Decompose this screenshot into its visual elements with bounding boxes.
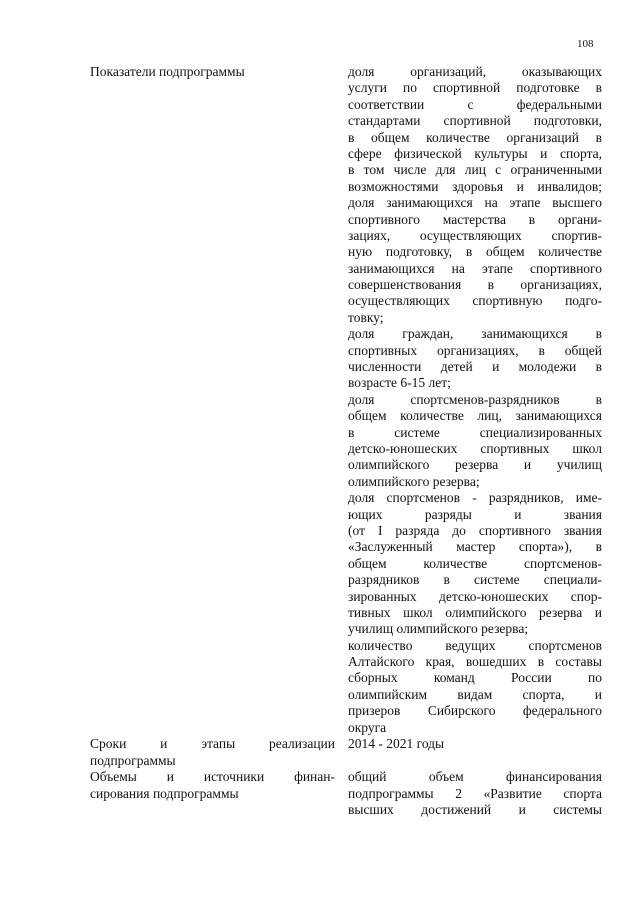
value-line: общем количестве спортсменов-	[348, 555, 602, 571]
value-line: 2014 - 2021 годы	[348, 736, 445, 752]
value-line: товку;	[348, 309, 384, 325]
label-cell	[90, 64, 335, 80]
value-line: совершенствования в организациях,	[348, 277, 602, 293]
value-line: возрасте 6-15 лет;	[348, 375, 451, 391]
value-cell	[348, 64, 602, 736]
label-cell	[90, 769, 335, 802]
label-cell	[90, 736, 335, 769]
value-line: округа	[348, 719, 387, 735]
value-line: сборных команд России по	[348, 670, 602, 686]
value-line: детско-юношеских спортивных школ	[348, 440, 602, 456]
value-line: занимающихся на этапе спортивного	[348, 260, 602, 276]
value-line: олимпийского резерва;	[348, 473, 480, 489]
value-line: призеров Сибирского федерального	[348, 703, 602, 719]
value-line: стандартами спортивной подготовки,	[348, 113, 602, 129]
value-line: в системе специализированных	[348, 424, 602, 440]
value-line: подпрограммы 2 «Развитие спорта	[348, 785, 602, 801]
value-line: доля занимающихся на этапе высшего	[348, 195, 602, 211]
value-line: доля спортсменов - разрядников, име-	[348, 490, 602, 506]
value-line: в том числе для лиц с ограниченными	[348, 162, 602, 178]
value-line: соответствии с федеральными	[348, 96, 602, 112]
label-line: сирования подпрограммы	[90, 785, 239, 801]
value-line: общий объем финансирования	[348, 769, 602, 785]
value-line: ющих разряды и звания	[348, 506, 602, 522]
value-line: высших достижений и системы	[348, 801, 602, 817]
value-line: «Заслуженный мастер спорта»), в	[348, 539, 602, 555]
value-line: спортивного мастерства в органи-	[348, 211, 602, 227]
value-cell	[348, 769, 602, 818]
value-line: олимпийского резерва и училищ	[348, 457, 602, 473]
value-line: возможностями здоровья и инвалидов;	[348, 178, 602, 194]
value-line: спортивных организациях, в общей	[348, 342, 602, 358]
value-line: олимпийским видам спорта, и	[348, 686, 602, 702]
value-line: сфере физической культуры и спорта,	[348, 145, 602, 161]
value-line: численности детей и молодежи в	[348, 359, 602, 375]
value-line: ную подготовку, в общем количестве	[348, 244, 602, 260]
label-line: Сроки и этапы реализации	[90, 736, 335, 752]
value-line: тивных школ олимпийского резерва и	[348, 604, 602, 620]
value-line: разрядников в системе специали-	[348, 572, 602, 588]
value-line: количество ведущих спортсменов	[348, 637, 602, 653]
value-line: услуги по спортивной подготовке в	[348, 80, 602, 96]
value-line: в общем количестве организаций в	[348, 129, 602, 145]
label-line: Показатели подпрограммы	[90, 64, 245, 79]
value-line: зированных детско-юношеских спор-	[348, 588, 602, 604]
value-line: доля организаций, оказывающих	[348, 64, 602, 79]
subprogram-passport-table	[0, 64, 640, 818]
value-line: училищ олимпийского резерва;	[348, 621, 529, 637]
value-line: общем количестве лиц, занимающихся	[348, 408, 602, 424]
value-line: Алтайского края, вошедших в составы	[348, 654, 602, 670]
value-line: доля граждан, занимающихся в	[348, 326, 602, 342]
value-line: зациях, осуществляющих спортив-	[348, 227, 602, 243]
label-line: подпрограммы	[90, 752, 176, 768]
page-number: 108	[577, 38, 594, 50]
value-line: доля спортсменов-разрядников в	[348, 391, 602, 407]
value-line: осуществляющих спортивную подго-	[348, 293, 602, 309]
value-line: (от I разряда до спортивного звания	[348, 522, 602, 538]
value-cell	[348, 736, 602, 752]
row-funding	[0, 769, 640, 818]
row-indicators	[0, 64, 640, 736]
row-timeline	[0, 736, 640, 769]
label-line: Объемы и источники финан-	[90, 769, 335, 785]
